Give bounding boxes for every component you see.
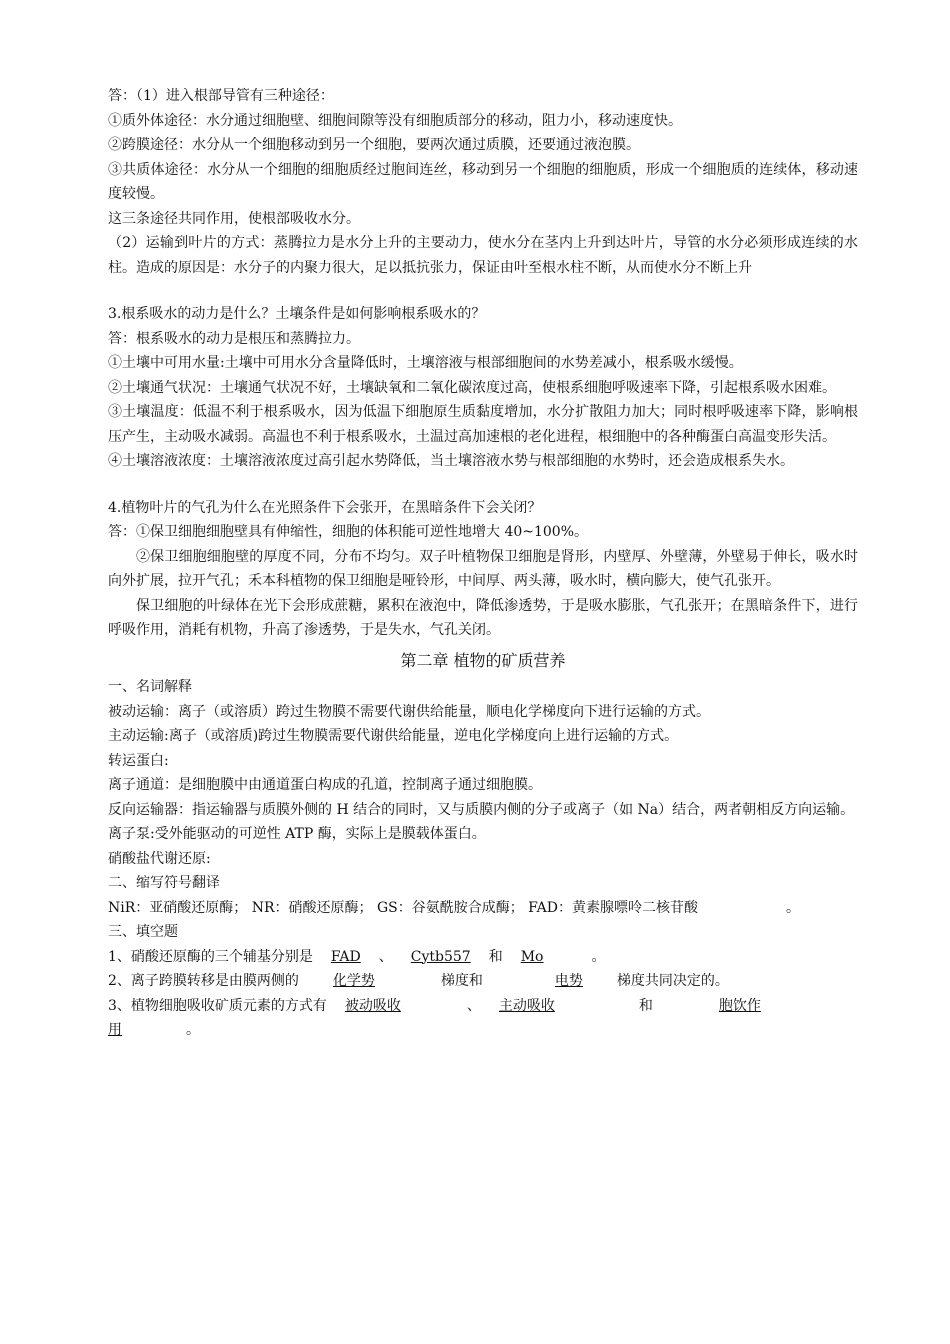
q3-item-2: ②土壤通气状况：土壤通气状况不好，土壤缺氧和二氧化碳浓度过高，使根系细胞呼吸速率下降，引起根系吸水困难。: [108, 379, 836, 396]
fill-1-sep-1: 、: [378, 948, 393, 965]
q3-question: 3.根系吸水的动力是什么？土壤条件是如何影响根系吸水的？: [108, 306, 486, 322]
fill-1-prefix: 1、硝酸还原酶的三个辅基分别是: [108, 948, 313, 965]
definition-transport-protein: 转运蛋白:: [108, 752, 169, 769]
q3-item-3: ③土壤温度：低温不利于根系吸水，因为低温下细胞原生质黏度增加，水分扩散阻力加大；同时根呼吸速率下降，影响根压产生，主动吸水减弱。高温也不利于根系吸水，土温过高加速根的老化进程，根细胞中的各种酶蛋白高温变形失活。: [108, 404, 858, 445]
spacer: [108, 474, 858, 496]
fill-3-sep-1: 、: [466, 997, 481, 1014]
fill-3-sep-2: 和: [638, 997, 653, 1014]
fill-1-answer-3: Mo: [520, 948, 544, 965]
fill-2-answer-1: 化学势: [332, 973, 375, 989]
q3-answer: 答：根系吸水的动力是根压和蒸腾拉力。: [108, 330, 360, 347]
abbreviation-text: NiR：亚硝酸还原酶； NR：硝酸还原酶； GS：谷氨酰胺合成酶； FAD：黄素腺嘌呤二核苷酸: [108, 899, 699, 916]
fill-1-sep-2: 和: [488, 948, 503, 965]
fill-question-3-cont: [108, 1018, 858, 1043]
q4-answer-1: 答：①保卫细胞细胞壁具有伸缩性，细胞的体积能可逆性地增大 40~100%。: [108, 524, 589, 540]
definition-antiporter: 反向运输器：指运输器与质膜外侧的 H 结合的同时，又与质膜内侧的分子或离子（如 Na）结合，两者朝相反方向运输。: [108, 801, 855, 818]
abbreviation-line: [108, 896, 858, 921]
fill-question-1: [108, 945, 858, 970]
section-heading-abbreviations: 二、缩写符号翻译: [108, 875, 220, 891]
section-heading-definitions: 一、名词解释: [108, 679, 192, 695]
q4-answer-2: ②保卫细胞细胞壁的厚度不同，分布不均匀。双子叶植物保卫细胞是肾形，内壁厚、外壁薄，外壁易于伸长，吸水时向外扩展，拉开气孔；禾本科植物的保卫细胞是哑铃形，中间厚、两头薄，吸水时，横向膨大，使气孔张开。: [108, 548, 858, 589]
document-page: [108, 84, 858, 1043]
fill-2-end: 梯度共同决定的。: [616, 973, 729, 989]
definition-active-transport: 主动运输:离子（或溶质)跨过生物膜需要代谢供给能量，逆电化学梯度向上进行运输的方式。: [108, 728, 679, 744]
fill-1-end: 。: [591, 948, 606, 965]
fill-3-answer-2: 主动吸收: [498, 997, 555, 1014]
abbreviation-end: 。: [786, 899, 801, 916]
definition-passive-transport: 被动运输：离子（或溶质）跨过生物膜不需要代谢供给能量，顺电化学梯度向下进行运输的方式。: [108, 703, 710, 720]
q2-path-3: ③共质体途径：水分从一个细胞的细胞质经过胞间连丝，移动到另一个细胞的细胞质，形成一个细胞质的连续体，移动速度较慢。: [108, 161, 858, 202]
fill-3-answer-3-cont: 用: [108, 1022, 122, 1038]
q2-answer-intro: 答：（1）进入根部导管有三种途径：: [108, 88, 334, 104]
definition-ion-pump: 离子泵:受外能驱动的可逆性 ATP 酶，实际上是膜载体蛋白。: [108, 826, 486, 842]
q4-question: 4.植物叶片的气孔为什么在光照条件下会张开，在黑暗条件下会关闭？: [108, 499, 542, 516]
q2-path-1: ①质外体途径：水分通过细胞壁、细胞间隙等没有细胞质部分的移动，阻力小，移动速度快。: [108, 112, 682, 129]
chapter-title: 第二章 植物的矿质营养: [400, 650, 566, 670]
fill-3-answer-3: 胞饮作: [718, 997, 761, 1014]
definition-nitrate-reduction: 硝酸盐代谢还原:: [108, 850, 211, 867]
q2-summary: 这三条途径共同作用，使根部吸收水分。: [108, 210, 360, 227]
fill-1-answer-1: FAD: [330, 948, 361, 965]
fill-question-3: [108, 994, 858, 1019]
fill-3-end: 。: [186, 1022, 200, 1038]
fill-2-prefix: 2、离子跨膜转移是由膜两侧的: [108, 973, 299, 989]
section-heading-fill-in: 三、填空题: [108, 924, 178, 940]
fill-3-prefix: 3、植物细胞吸收矿质元素的方式有: [108, 997, 327, 1014]
fill-1-answer-2: Cytb557: [410, 948, 471, 965]
q3-item-4: ④土壤溶液浓度：土壤溶液浓度过高引起水势降低，当土壤溶液水势与根部细胞的水势时，还会造成根系失水。: [108, 453, 794, 469]
q3-item-1: ①土壤中可用水量:土壤中可用水分含量降低时，土壤溶液与根部细胞间的水势差减小，根系吸水缓慢。: [108, 355, 743, 371]
q2-part-2: （2）运输到叶片的方式：蒸腾拉力是水分上升的主要动力，使水分在茎内上升到达叶片，导管的水分必须形成连续的水柱。造成的原因是：水分子的内聚力很大，足以抵抗张力，保证由叶至根水柱不断，从而使水分不断上升: [108, 235, 858, 276]
fill-question-2: [108, 969, 858, 994]
q2-path-2: ②跨膜途径：水分从一个细胞移动到另一个细胞，要两次通过质膜，还要通过液泡膜。: [108, 137, 640, 153]
definition-ion-channel: 离子通道：是细胞膜中由通道蛋白构成的孔道，控制离子通过细胞膜。: [108, 777, 542, 793]
fill-2-mid: 梯度和: [440, 973, 483, 989]
q4-answer-3: 保卫细胞的叶绿体在光下会形成蔗糖，累积在液泡中，降低渗透势，于是吸水膨胀，气孔张开；在黑暗条件下，进行呼吸作用，消耗有机物，升高了渗透势，于是失水，气孔关闭。: [108, 597, 858, 638]
spacer: [108, 280, 858, 302]
fill-2-answer-2: 电势: [554, 973, 583, 989]
fill-3-answer-1: 被动吸收: [344, 997, 401, 1014]
